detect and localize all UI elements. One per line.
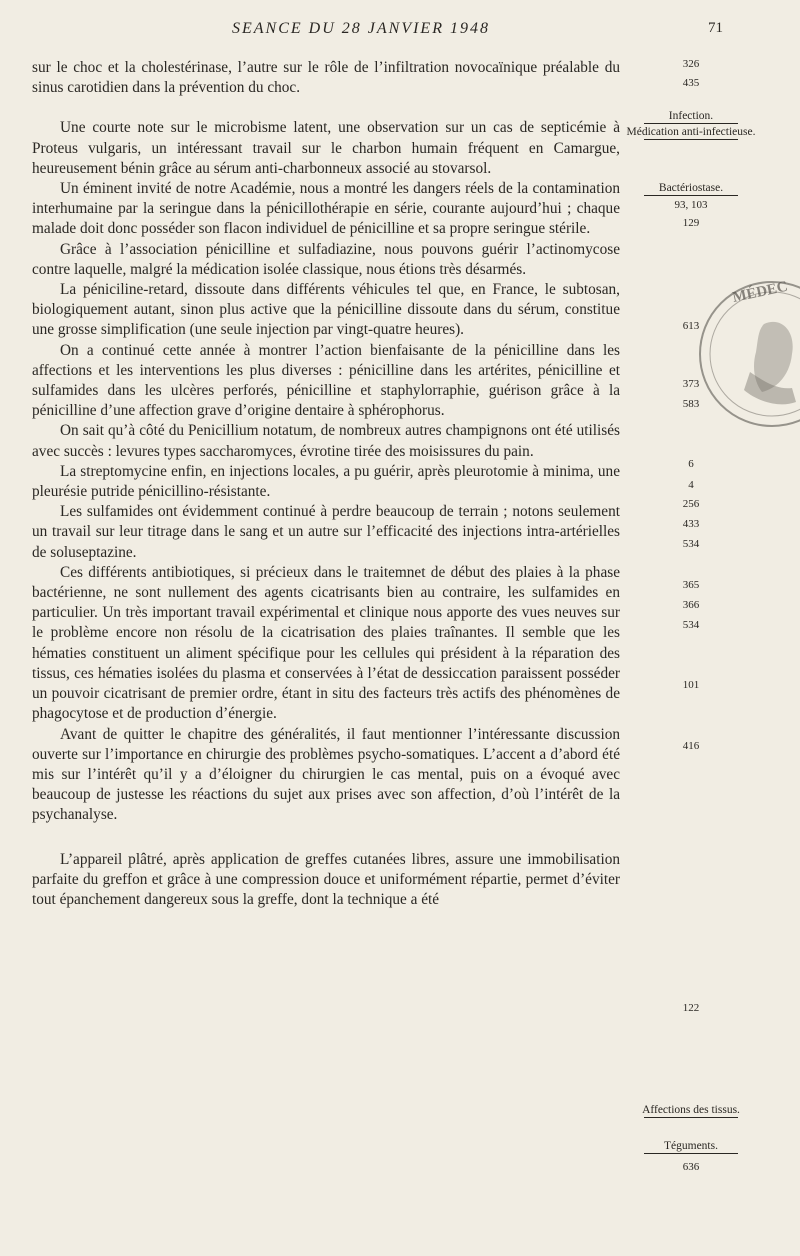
paragraph: L’appareil plâtré, après application de greffes cutanées libres, assure une immobilisation parfaite du greffon et grâce à une compression douce et uniformément répartie, permet d’éviter tout épanchement dangereux sous la greffe, dont la technique a été: [32, 850, 620, 908]
paragraph: Une courte note sur le microbisme latent, une observation sur un cas de septicémie à Proteus vulgaris, un intéressant travail sur le charbon humain fréquent en Camargue, heureusement bénin grâce au sérum anti-charbonneux associé au stovarsol.: [32, 119, 620, 177]
margin-reference: [626, 58, 756, 70]
margin-reference: [626, 1161, 756, 1173]
margin-note-text: 129: [682, 217, 700, 229]
paragraph: Ces différents antibiotiques, si précieux dans le traitemnet de début des plaies à la phase bactérienne, ne sont nullement des agents cicatrisants bien au contraire, les sulfamides en particulier. Un très important travail expérimental et clinique nous apporte des vues neuves sur le problème encore non résolu de la cicatrisation des plaies traînantes. Il semble que les hématies constituent un aliment spécifique pour les cellules qui président à la réparation des tissus, ces hématies isolées du plasma et conservées à l’état de dessiccation paraissent posséder un pouvoir cicatrisant de premier ordre, étant in situ des facteurs très actifs des phénomènes de phagocytose et de production d’énergie.: [32, 563, 620, 723]
margin-heading: [626, 182, 756, 196]
margin-reference: [626, 479, 756, 491]
paragraph: La streptomycine enfin, en injections locales, a pu guérir, après pleurotomie à minima, une pleurésie putride pénicillino-résistante.: [32, 462, 620, 501]
paragraph: On sait qu’à côté du Penicillium notatum, de nombreux autres champignons ont été utilisés avec succès : levures types saccharomyces, évrotine tirée des moisissures du pain.: [32, 422, 620, 460]
margin-note-text: 122: [682, 1002, 700, 1014]
library-stamp-icon: [692, 262, 800, 452]
margin-note-text: 613: [682, 320, 700, 332]
margin-reference: [626, 679, 756, 691]
margin-note-text: 6: [688, 458, 694, 470]
margin-note-text: 101: [682, 679, 700, 691]
margin-note-text: Infection.: [668, 110, 714, 122]
margin-heading: [626, 1140, 756, 1154]
margin-note-text: Affections des tissus.: [642, 1104, 740, 1116]
page-number: 71: [708, 20, 723, 36]
margin-heading: [626, 110, 756, 124]
margin-reference: [626, 740, 756, 752]
paragraph: On a continué cette année à montrer l’action bienfaisante de la pénicilline dans les affections et les interventions les plus diverses : pénicilline dans les artérites, pénicilline et sulfamides dans les ulcères perforés, pénicilline et staphylorraphie, guérison grâce à la pénicilline d’une affection grave d’origine dentaire à sphérophorus.: [32, 341, 620, 420]
paragraph: Avant de quitter le chapitre des généralités, il faut mentionner l’intéressante discussion ouverte sur l’importance en chirurgie des problèmes psycho-somatiques. L’accent a d’abord été mis sur l’intérêt qu’il y a d’éloigner du chirurgien le cas mental, puis on a évoqué avec beaucoup de justesse les réactions du sujet aux prises avec son affection, d’où l’intérêt de la psychanalyse.: [32, 725, 620, 824]
margin-note-text: 416: [682, 740, 700, 752]
paragraph: sur le choc et la cholestérinase, l’autre sur le rôle de l’infiltration novocaïnique préalable du sinus carotidien dans la prévention du choc.: [32, 59, 620, 97]
paragraph: Les sulfamides ont évidemment continué à perdre beaucoup de terrain ; notons seulement un travail sur leur titrage dans le sang et un autre sur l’efficacité des injections intra-artérielles de soluseptazine.: [32, 503, 620, 561]
margin-reference: [626, 599, 756, 611]
margin-reference: [626, 619, 756, 631]
margin-note-text: 636: [682, 1161, 700, 1173]
margin-reference: [626, 1002, 756, 1014]
margin-reference: [626, 199, 756, 211]
paragraph: La péniciline-retard, dissoute dans différents véhicules tel que, en France, le subtosan, biologiquement autant, sinon plus active que la pénicilline dissoute dans du sérum, constitue une grosse simplification (une seule injection par vingt-quatre heures).: [32, 281, 620, 339]
margin-note-text: Téguments.: [664, 1140, 718, 1152]
library-stamp: [692, 262, 800, 452]
stamp-text: MÉDEC: [731, 278, 790, 306]
margin-rule: [644, 123, 738, 124]
margin-note-text: 534: [682, 538, 700, 550]
margin-rule: [644, 195, 738, 196]
margin-rule: [644, 1153, 738, 1154]
margin-note-text: 583: [682, 398, 700, 410]
margin-note-text: 93, 103: [674, 199, 708, 211]
margin-note-text: 366: [682, 599, 700, 611]
margin-reference: [626, 538, 756, 550]
margin-reference: [626, 518, 756, 530]
margin-note-text: 4: [688, 479, 694, 491]
margin-note-text: 534: [682, 619, 700, 631]
margin-reference: [626, 217, 756, 229]
margin-note-text: Médication anti-infectieuse.: [626, 126, 756, 138]
margin-heading: [626, 126, 756, 140]
margin-rule: [644, 139, 738, 140]
margin-note-text: 435: [682, 77, 700, 89]
margin-note-text: 326: [682, 58, 700, 70]
margin-reference: [626, 458, 756, 470]
margin-reference: [626, 498, 756, 510]
header-title: SEANCE DU 28 JANVIER 1948: [232, 20, 490, 37]
margin-reference: [626, 77, 756, 89]
running-header: [0, 14, 800, 44]
body-text: [32, 58, 620, 910]
margin-rule: [644, 1117, 738, 1118]
margin-note-text: 256: [682, 498, 700, 510]
margin-heading: [626, 1104, 756, 1118]
margin-note-text: Bactériostase.: [658, 182, 724, 194]
margin-reference: [626, 579, 756, 591]
paragraph: Un éminent invité de notre Académie, nous a montré les dangers réels de la contamination interhumaine par la seringue dans la pénicillothérapie en série, courante aujourd’hui ; chaque malade doit donc posséder son flacon individuel de pénicilline et sa propre seringue stérile.: [32, 180, 620, 238]
margin-note-text: 373: [682, 378, 700, 390]
paragraph: Grâce à l’association pénicilline et sulfadiazine, nous pouvons guérir l’actinomycose contre laquelle, malgré la médication isolée classique, nous étions très désarmés.: [32, 240, 620, 278]
margin-note-text: 433: [682, 518, 700, 530]
margin-note-text: 365: [682, 579, 700, 591]
